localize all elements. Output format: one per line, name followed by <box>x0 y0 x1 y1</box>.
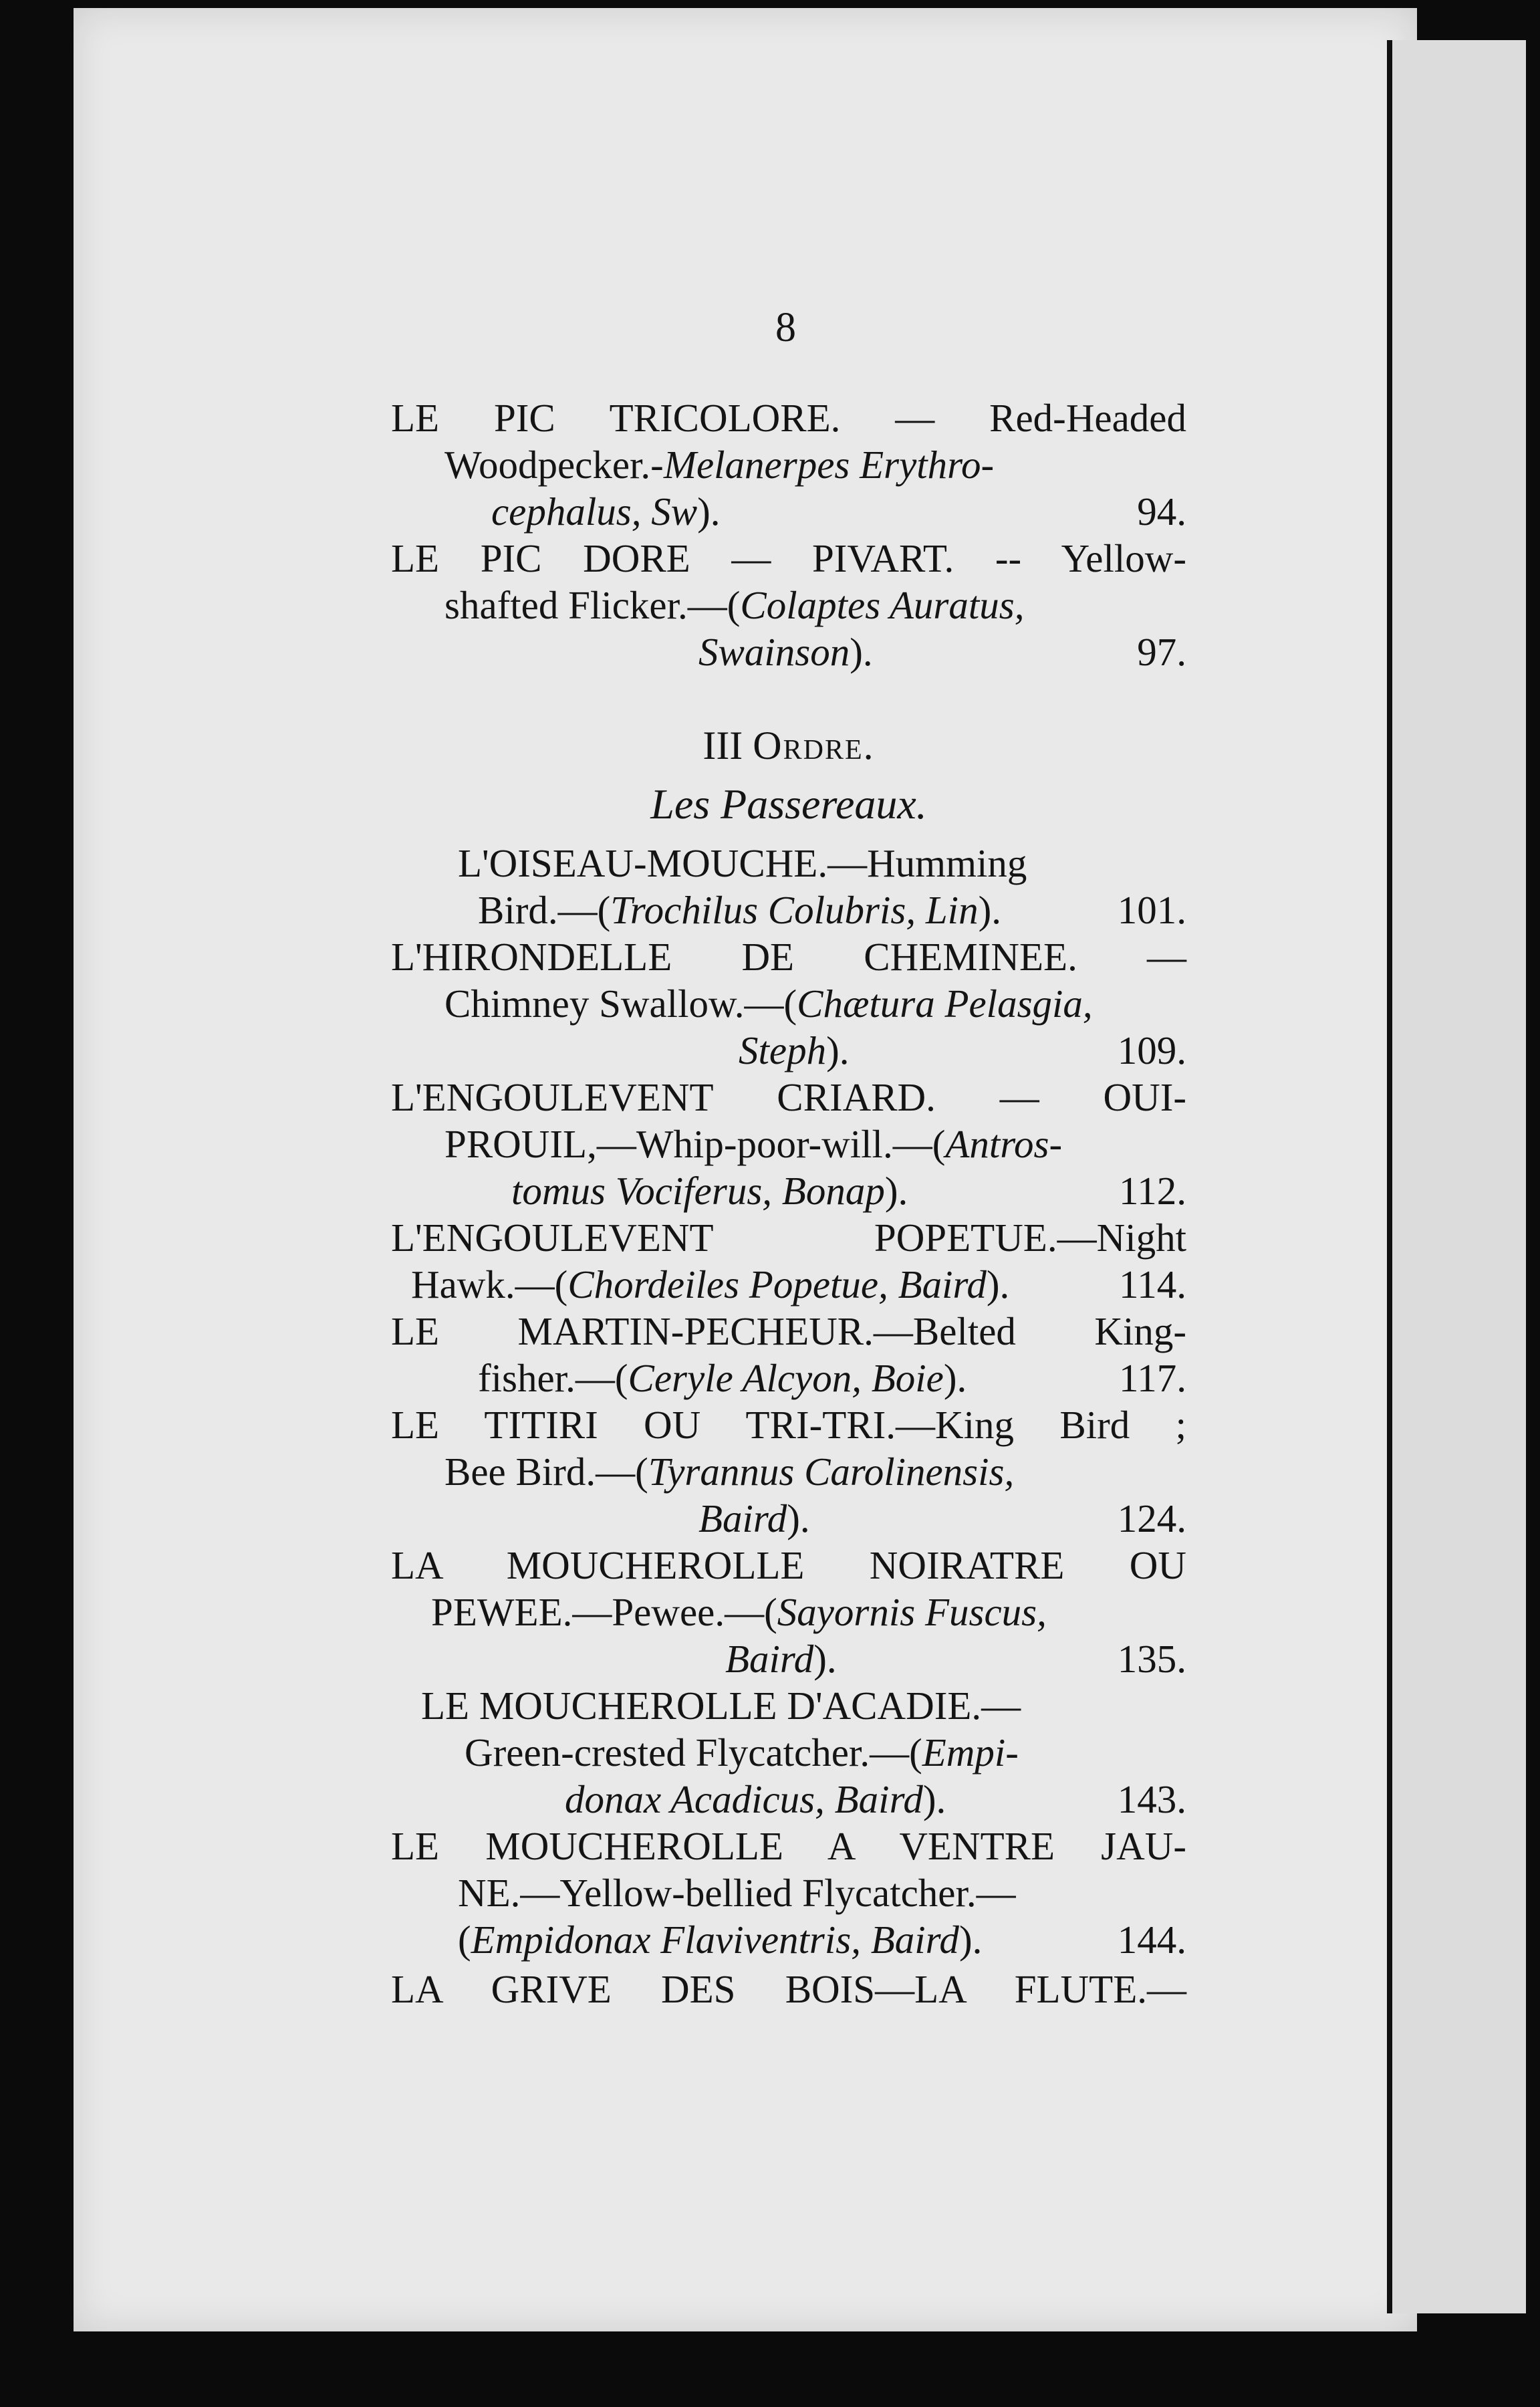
entry-reference: Hawk.—(Chordeiles Popetue, Baird). 114. <box>411 1262 1186 1306</box>
index-entry <box>391 840 1186 933</box>
entry-reference: Baird). 124. <box>698 1496 1186 1540</box>
entry-common-name: Bee Bird.—(Tyrannus Carolinensis, <box>444 1450 1015 1494</box>
page-reference: 94. <box>1137 489 1186 534</box>
page-reference: 101. <box>1117 888 1186 932</box>
entry-heading: LE MOUCHEROLLE A VENTRE JAU- <box>391 1824 1186 1868</box>
index-entry <box>391 1074 1186 1214</box>
entry-heading: L'ENGOULEVENT POPETUE.—Night <box>391 1216 1186 1260</box>
entry-common-name: shafted Flicker.—(Colaptes Auratus, <box>444 583 1025 627</box>
entry-reference: cephalus, Sw). 94. <box>491 489 1186 534</box>
entry-heading-continued: LA GRIVE DES BOIS—LA FLUTE.— <box>391 1967 1186 2011</box>
entry-reference: Steph). 109. <box>739 1028 1186 1072</box>
entry-reference: tomus Vociferus, Bonap). 112. <box>511 1169 1186 1213</box>
index-entry <box>391 1308 1186 1401</box>
index-entry <box>391 1823 1186 1963</box>
index-entry <box>391 1682 1186 1823</box>
entry-common-name: Chimney Swallow.—(Chætura Pelasgia, <box>444 982 1093 1026</box>
entry-common-name: PEWEE.—Pewee.—(Sayornis Fuscus, <box>431 1590 1047 1634</box>
index-entry <box>391 933 1186 1074</box>
page-reference: 144. <box>1117 1918 1186 1962</box>
entry-common-name: Green-crested Flycatcher.—(Empi- <box>465 1730 1019 1774</box>
page-reference: 143. <box>1117 1777 1186 1821</box>
page-reference: 112. <box>1118 1169 1186 1213</box>
page-number: 8 <box>775 305 796 350</box>
entry-reference: Baird). 135. <box>725 1637 1186 1681</box>
index-entry <box>391 1401 1186 1542</box>
species-index <box>391 394 1186 2013</box>
index-entry <box>391 394 1186 535</box>
entry-reference: fisher.—(Ceryle Alcyon, Boie). 117. <box>478 1356 1186 1400</box>
entry-heading: LE PIC TRICOLORE. — Red-Headed <box>391 396 1186 440</box>
page-reference: 124. <box>1117 1496 1186 1540</box>
entry-common-name: NE.—Yellow-bellied Flycatcher.— <box>458 1871 1016 1915</box>
entry-heading: LE MARTIN-PECHEUR.—Belted King- <box>391 1309 1186 1353</box>
index-entry <box>391 1214 1186 1308</box>
family-heading: Les Passereaux. <box>650 780 927 828</box>
entry-heading: LA MOUCHEROLLE NOIRATRE OU <box>391 1543 1186 1587</box>
entry-common-name: Woodpecker.-Melanerpes Erythro- <box>444 443 995 487</box>
entry-heading: L'OISEAU-MOUCHE.—Humming <box>458 841 1027 885</box>
order-heading: III Ordre. <box>702 723 875 768</box>
entry-reference: Bird.—(Trochilus Colubris, Lin). 101. <box>478 888 1186 932</box>
entry-heading: LE PIC DORE — PIVART. -- Yellow- <box>391 536 1186 580</box>
entry-reference: (Empidonax Flaviventris, Baird). 144. <box>458 1918 1186 1962</box>
entry-heading: L'ENGOULEVENT CRIARD. — OUI- <box>391 1075 1186 1119</box>
index-entry <box>391 535 1186 675</box>
entry-heading: L'HIRONDELLE DE CHEMINEE. — <box>391 935 1186 979</box>
page-reference: 97. <box>1137 630 1186 674</box>
facing-page-edge <box>1387 40 1526 2313</box>
page-reference: 117. <box>1118 1356 1186 1400</box>
entry-reference: Swainson). 97. <box>698 630 1186 674</box>
entry-heading: LE MOUCHEROLLE D'ACADIE.— <box>421 1684 1021 1728</box>
entry-reference: donax Acadicus, Baird). 143. <box>565 1777 1186 1821</box>
page-reference: 114. <box>1118 1262 1186 1306</box>
page-reference: 135. <box>1117 1637 1186 1681</box>
entry-common-name: PROUIL,—Whip-poor-will.—(Antros- <box>444 1122 1063 1166</box>
index-entry <box>391 1542 1186 1682</box>
entry-heading: LE TITIRI OU TRI-TRI.—King Bird ; <box>391 1403 1186 1447</box>
page-reference: 109. <box>1117 1028 1186 1072</box>
